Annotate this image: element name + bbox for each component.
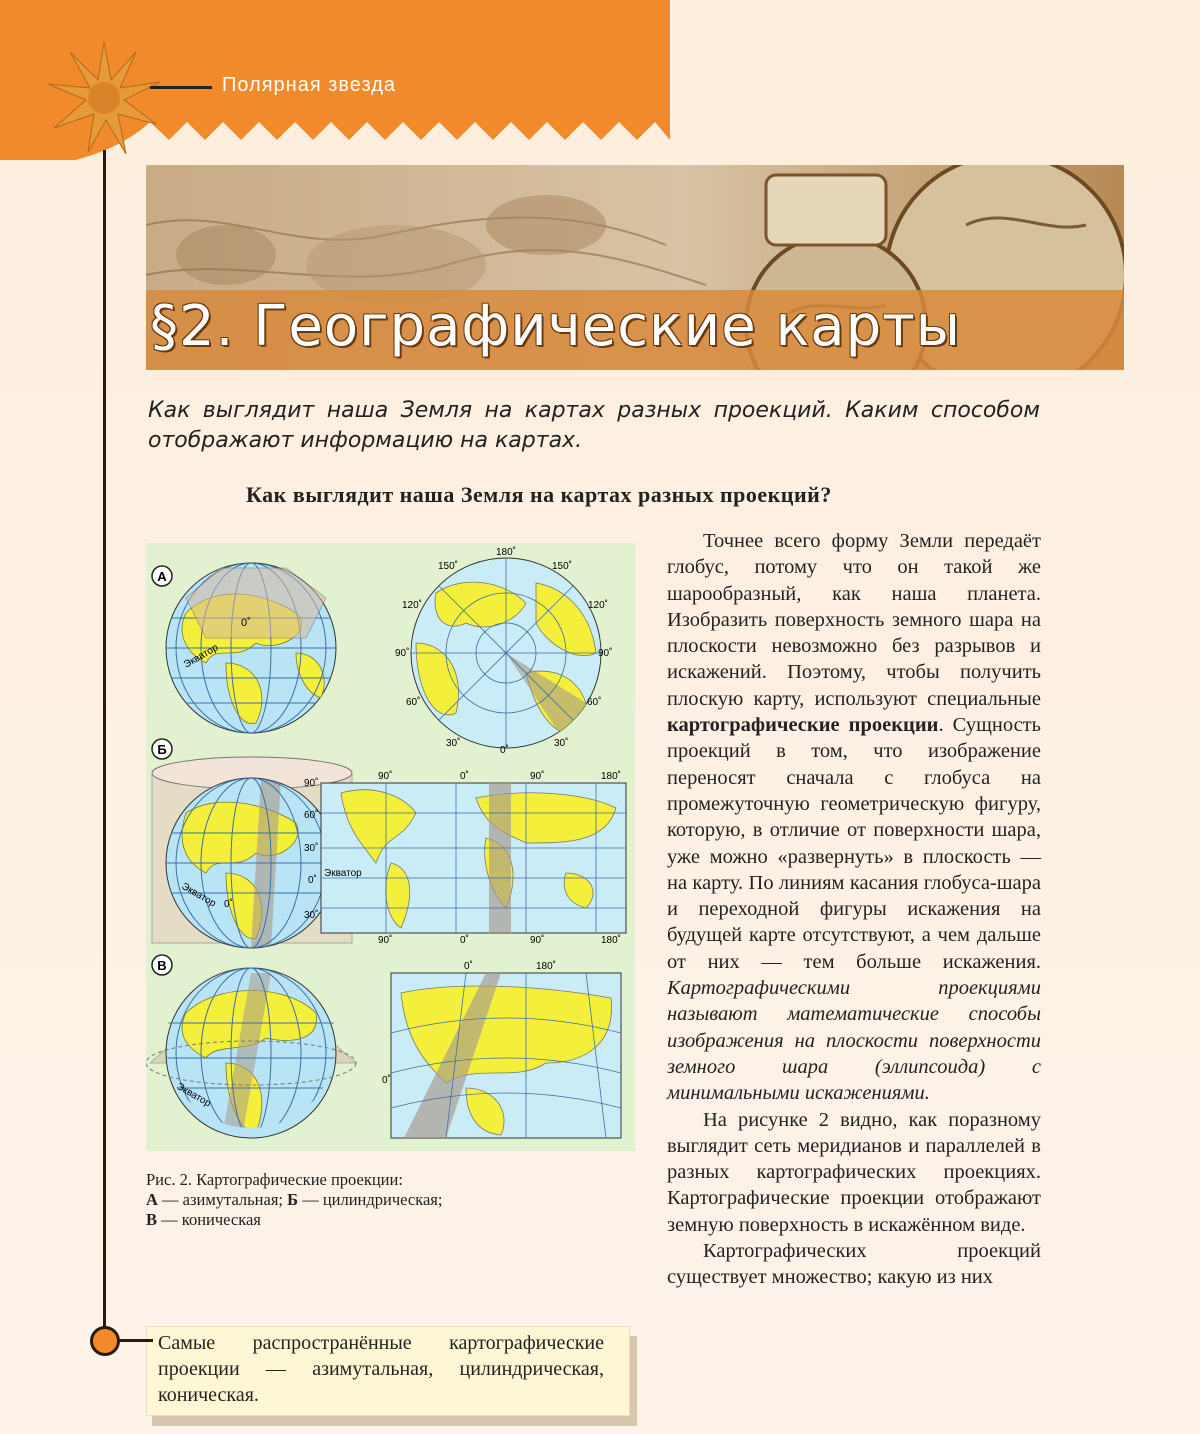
svg-text:Б: Б bbox=[157, 742, 167, 757]
north-star-icon bbox=[48, 42, 160, 154]
svg-text:180˚: 180˚ bbox=[536, 961, 557, 972]
note-connector bbox=[117, 1339, 153, 1342]
svg-text:А: А bbox=[157, 569, 167, 584]
svg-text:0˚: 0˚ bbox=[382, 1075, 391, 1086]
p1-definition: Картографическими проекциями называют математические способы изображения на плоскости поверхности земного шара (эллипсоида) с минимальными искажениями. bbox=[667, 977, 1041, 1105]
svg-text:180˚: 180˚ bbox=[601, 771, 622, 782]
svg-text:150˚: 150˚ bbox=[552, 561, 573, 572]
svg-text:0˚: 0˚ bbox=[460, 771, 469, 782]
svg-text:0˚: 0˚ bbox=[464, 961, 473, 972]
margin-bullet bbox=[90, 1326, 120, 1356]
svg-text:30˚: 30˚ bbox=[554, 738, 569, 749]
svg-text:90˚: 90˚ bbox=[530, 935, 545, 946]
caption-letter-b: Б bbox=[287, 1190, 299, 1209]
svg-text:0˚: 0˚ bbox=[224, 899, 233, 910]
svg-text:150˚: 150˚ bbox=[438, 561, 459, 572]
projections-illustration bbox=[146, 543, 635, 1151]
svg-text:0˚: 0˚ bbox=[500, 745, 509, 756]
svg-text:120˚: 120˚ bbox=[402, 600, 423, 611]
svg-text:180˚: 180˚ bbox=[496, 547, 517, 558]
azimuthal-globe bbox=[166, 563, 336, 733]
running-header: Полярная звезда bbox=[222, 74, 397, 96]
svg-text:30˚: 30˚ bbox=[446, 738, 461, 749]
svg-text:0˚: 0˚ bbox=[308, 875, 317, 886]
svg-text:60˚: 60˚ bbox=[406, 697, 421, 708]
svg-text:90˚: 90˚ bbox=[395, 648, 410, 659]
projections-figure bbox=[146, 543, 635, 1151]
svg-text:90˚: 90˚ bbox=[378, 771, 393, 782]
svg-text:90˚: 90˚ bbox=[530, 771, 545, 782]
svg-text:30˚: 30˚ bbox=[304, 843, 319, 854]
svg-text:Экватор: Экватор bbox=[179, 881, 218, 910]
cylindrical-map bbox=[304, 770, 626, 946]
p1-text-a: Точнее всего форму Земли передаёт глобус, потому что он такой же шарообразный, как наша планета. Изобразить поверхность земного шара на плоскости невозможно без разрывов и искажений. Поэтому, чтобы получить плоскую карту, используют специальные bbox=[667, 530, 1041, 710]
label-c bbox=[152, 955, 172, 975]
caption-line-ab bbox=[146, 1190, 635, 1210]
svg-text:30˚: 30˚ bbox=[304, 910, 319, 921]
section-heading: Как выглядит наша Земля на картах разных проекций? bbox=[246, 482, 832, 507]
svg-text:90˚: 90˚ bbox=[304, 778, 319, 789]
chapter-title: §2. Географические карты bbox=[150, 294, 961, 359]
paragraph-1 bbox=[667, 528, 1041, 1107]
caption-letter-c: В bbox=[146, 1210, 158, 1229]
intro-text: Как выглядит наша Земля на картах разных проекций. Каким способом отображают информацию на картах. bbox=[148, 398, 1040, 453]
caption-text-b: — цилиндрическая; bbox=[298, 1190, 443, 1209]
p1-text-b: . Сущность проекций в том, что изображение переносят сначала с глобуса на промежуточную геометрическую фигуру, которую, в отличие от поверхности шара, уже можно «развернуть» в плоскость — на карту. По линиям касания глобуса-шара и переходной фигуры искажения на будущей карте отсутствуют, а чем дальше от них — тем больше искажения. bbox=[667, 714, 1041, 973]
caption-line-c bbox=[146, 1210, 635, 1230]
azimuthal-map bbox=[395, 546, 612, 756]
svg-text:60˚: 60˚ bbox=[304, 810, 319, 821]
figure-caption bbox=[146, 1170, 635, 1230]
svg-text:Экватор: Экватор bbox=[324, 868, 362, 879]
caption-title: Рис. 2. Картографические проекции: bbox=[146, 1170, 403, 1189]
header-rule bbox=[150, 86, 212, 89]
caption-text-a: — азимутальная; bbox=[157, 1190, 288, 1209]
svg-text:60˚: 60˚ bbox=[587, 697, 602, 708]
svg-text:0˚: 0˚ bbox=[460, 935, 469, 946]
conic-globe bbox=[146, 968, 356, 1143]
paragraph-3: Картографических проекций существует множество; какую из них bbox=[667, 1240, 1041, 1289]
caption-letter-a: А bbox=[146, 1190, 158, 1209]
label-b bbox=[152, 739, 172, 759]
svg-text:90˚: 90˚ bbox=[378, 935, 393, 946]
label-a bbox=[152, 566, 172, 586]
caption-text-c: — коническая bbox=[157, 1210, 261, 1229]
body-column bbox=[667, 528, 1041, 1291]
svg-text:В: В bbox=[157, 958, 167, 973]
svg-text:180˚: 180˚ bbox=[601, 935, 622, 946]
paragraph-2: На рисунке 2 видно, как поразному выглядит сеть меридианов и параллелей в разных картографических проекциях. Картографические проекции отображают земную поверхность в искажённом виде. bbox=[667, 1108, 1041, 1236]
svg-text:90˚: 90˚ bbox=[598, 648, 613, 659]
note-text: Самые распространённые картографические проекции — азимутальная, цилиндрическая, коническая. bbox=[158, 1332, 604, 1406]
p1-term: картографические проекции bbox=[667, 714, 939, 737]
margin-rule bbox=[103, 150, 106, 1340]
svg-text:120˚: 120˚ bbox=[588, 600, 609, 611]
conic-map bbox=[382, 960, 621, 1138]
svg-text:Экватор: Экватор bbox=[182, 642, 221, 671]
svg-text:0˚: 0˚ bbox=[241, 617, 251, 629]
svg-text:Экватор: Экватор bbox=[174, 1081, 213, 1110]
